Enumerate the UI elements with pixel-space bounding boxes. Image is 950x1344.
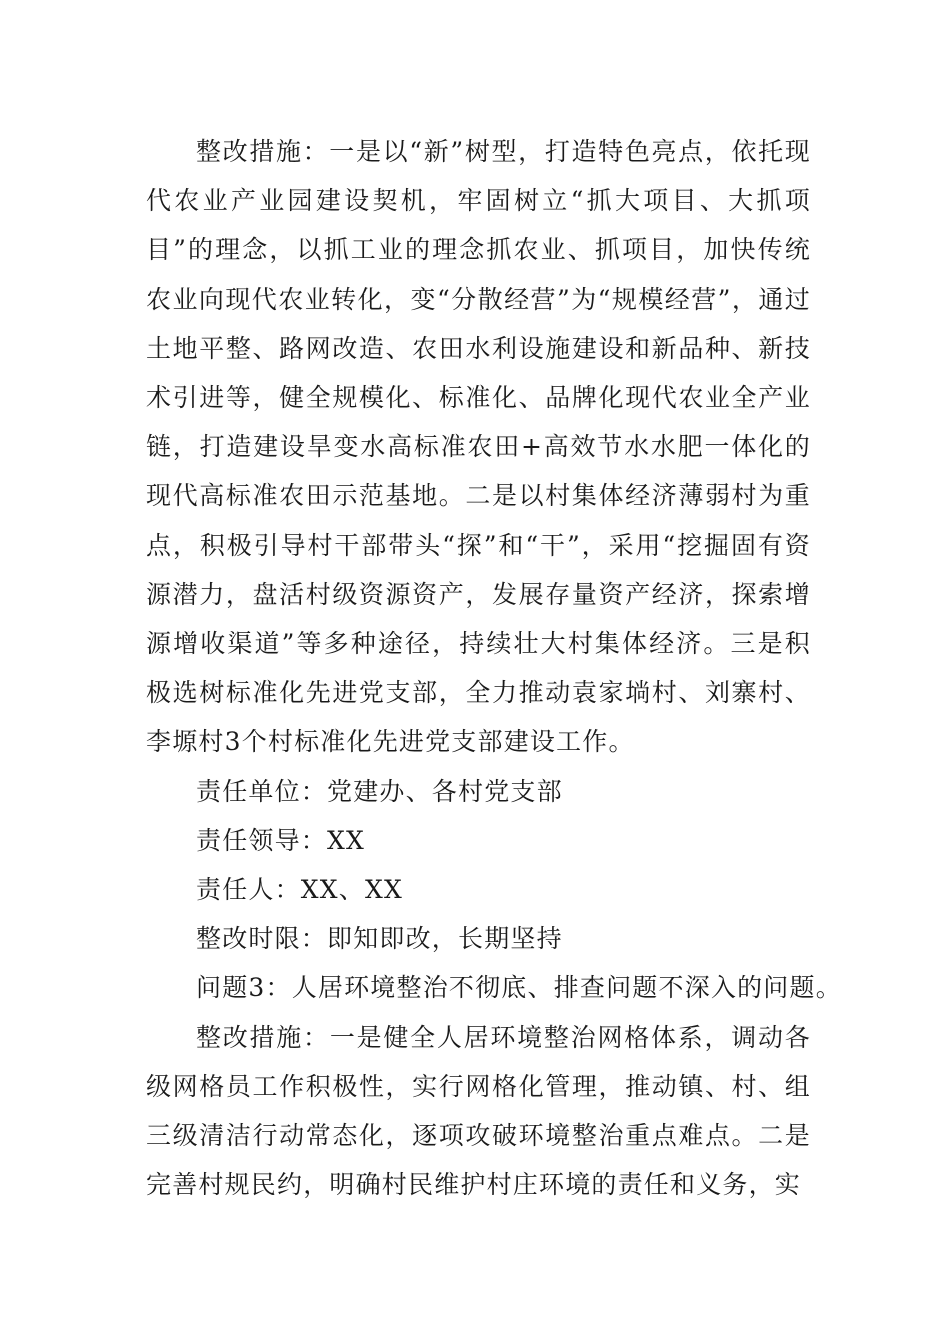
problem-3-heading: 问题3：人居环境整治不彻底、排查问题不深入的问题。 (196, 973, 842, 1003)
document-body (146, 127, 842, 1209)
rectification-deadline: 整改时限：即知即改，长期坚持 (196, 924, 563, 954)
responsible-unit: 责任单位：党建办、各村党支部 (196, 776, 563, 806)
paragraph-rectification-measures-2: 整改措施：一是健全人居环境整治网格体系，调动各级网格员工作积极性，实行网格化管理，推动镇、村、组三级清洁行动常态化，逐项攻破环境整治重点难点。二是完善村规民约，明确村民维护村庄环境的责任和义务，实 (146, 1022, 811, 1200)
responsible-person: 责任人：XX、XX (196, 875, 403, 905)
responsible-leader: 责任领导：XX (196, 825, 365, 855)
paragraph-rectification-measures-1: 整改措施：一是以“新”树型，打造特色亮点，依托现代农业产业园建设契机，牢固树立“抓大项目、大抓项目”的理念，以抓工业的理念抓农业、抓项目，加快传统农业向现代农业转化，变“分散经营”为“规模经营”，通过土地平整、路网改造、农田水利设施建设和新品种、新技术引进等，健全规模化、标准化、品牌化现代农业全产业链，打造建设旱变水高标准农田+高效节水水肥一体化的现代高标准农田示范基地。二是以村集体经济薄弱村为重点，积极引导村干部带头“探”和“干”，采用“挖掘固有资源潜力，盘活村级资源资产，发展存量资产经济，探索增源增收渠道”等多种途径，持续壮大村集体经济。三是积极选树标准化先进党支部，全力推动袁家埫村、刘寨村、李塬村3个村标准化先进党支部建设工作。 (146, 137, 811, 757)
